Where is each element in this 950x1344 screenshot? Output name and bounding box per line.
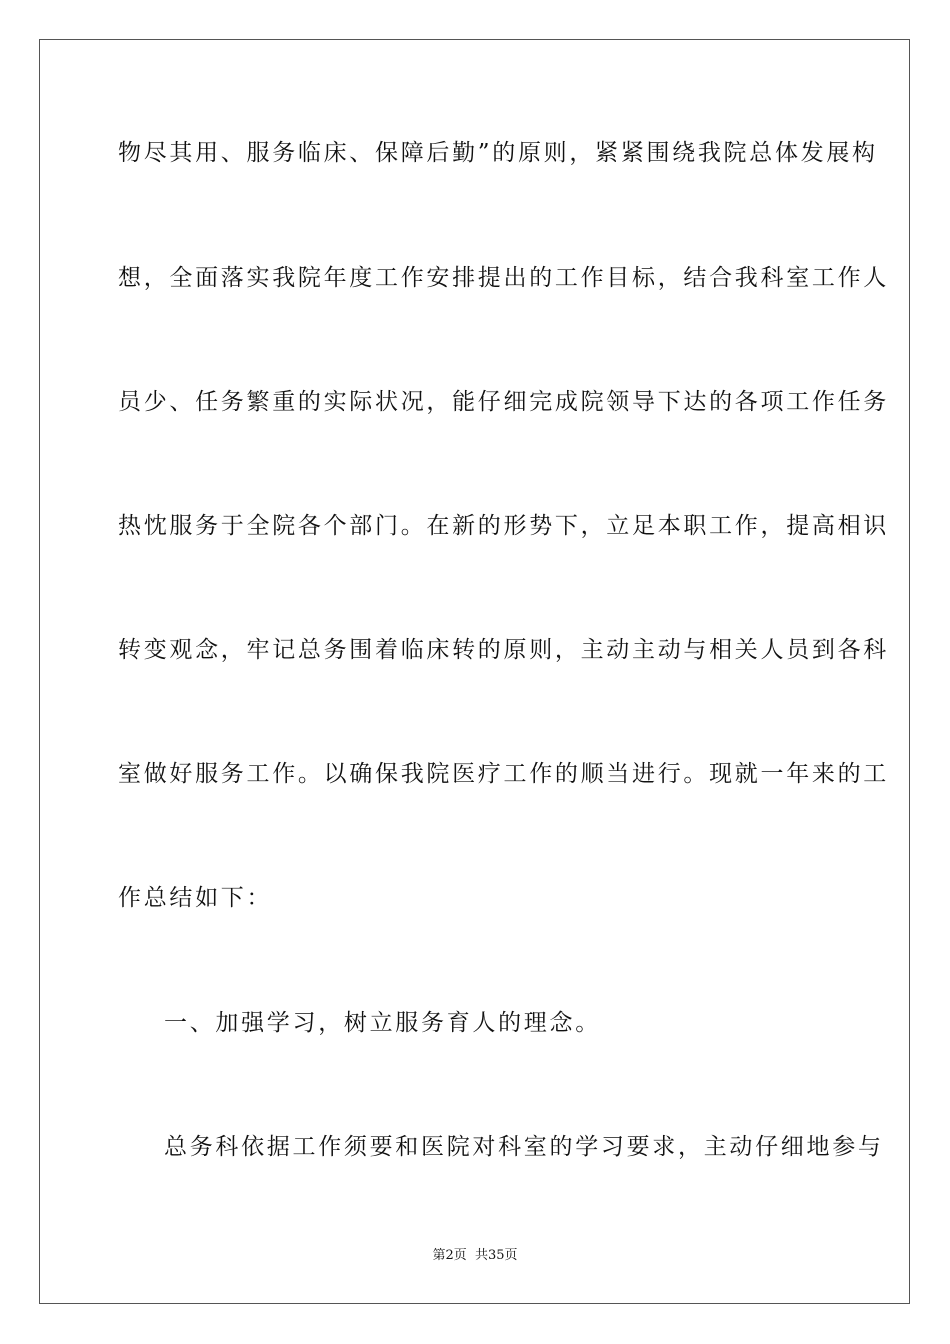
body-text-line-4: 热忱服务于全院各个部门。在新的形势下，立足本职工作，提高相识 <box>118 513 889 539</box>
body-text-line-5: 转变观念，牢记总务围着临床转的原则，主动主动与相关人员到各科 <box>118 637 889 663</box>
body-text-line-6: 室做好服务工作。以确保我院医疗工作的顺当进行。现就一年来的工 <box>118 761 889 787</box>
page-border <box>39 39 910 1304</box>
body-text-line-3: 员少、任务繁重的实际状况，能仔细完成院领导下达的各项工作任务 <box>118 389 889 415</box>
section-paragraph-line: 总务科依据工作须要和医院对科室的学习要求，主动仔细地参与 <box>164 1134 884 1160</box>
body-text-line-7: 作总结如下： <box>118 885 273 911</box>
section-heading: 一、加强学习，树立服务育人的理念。 <box>164 1010 601 1036</box>
body-text-line-2: 想，全面落实我院年度工作安排提出的工作目标，结合我科室工作人 <box>118 265 889 291</box>
page-number-footer: 第2页 共35页 <box>432 1248 518 1263</box>
body-text-line-1: 物尽其用、服务临床、保障后勤”的原则，紧紧围绕我院总体发展构 <box>118 140 878 166</box>
